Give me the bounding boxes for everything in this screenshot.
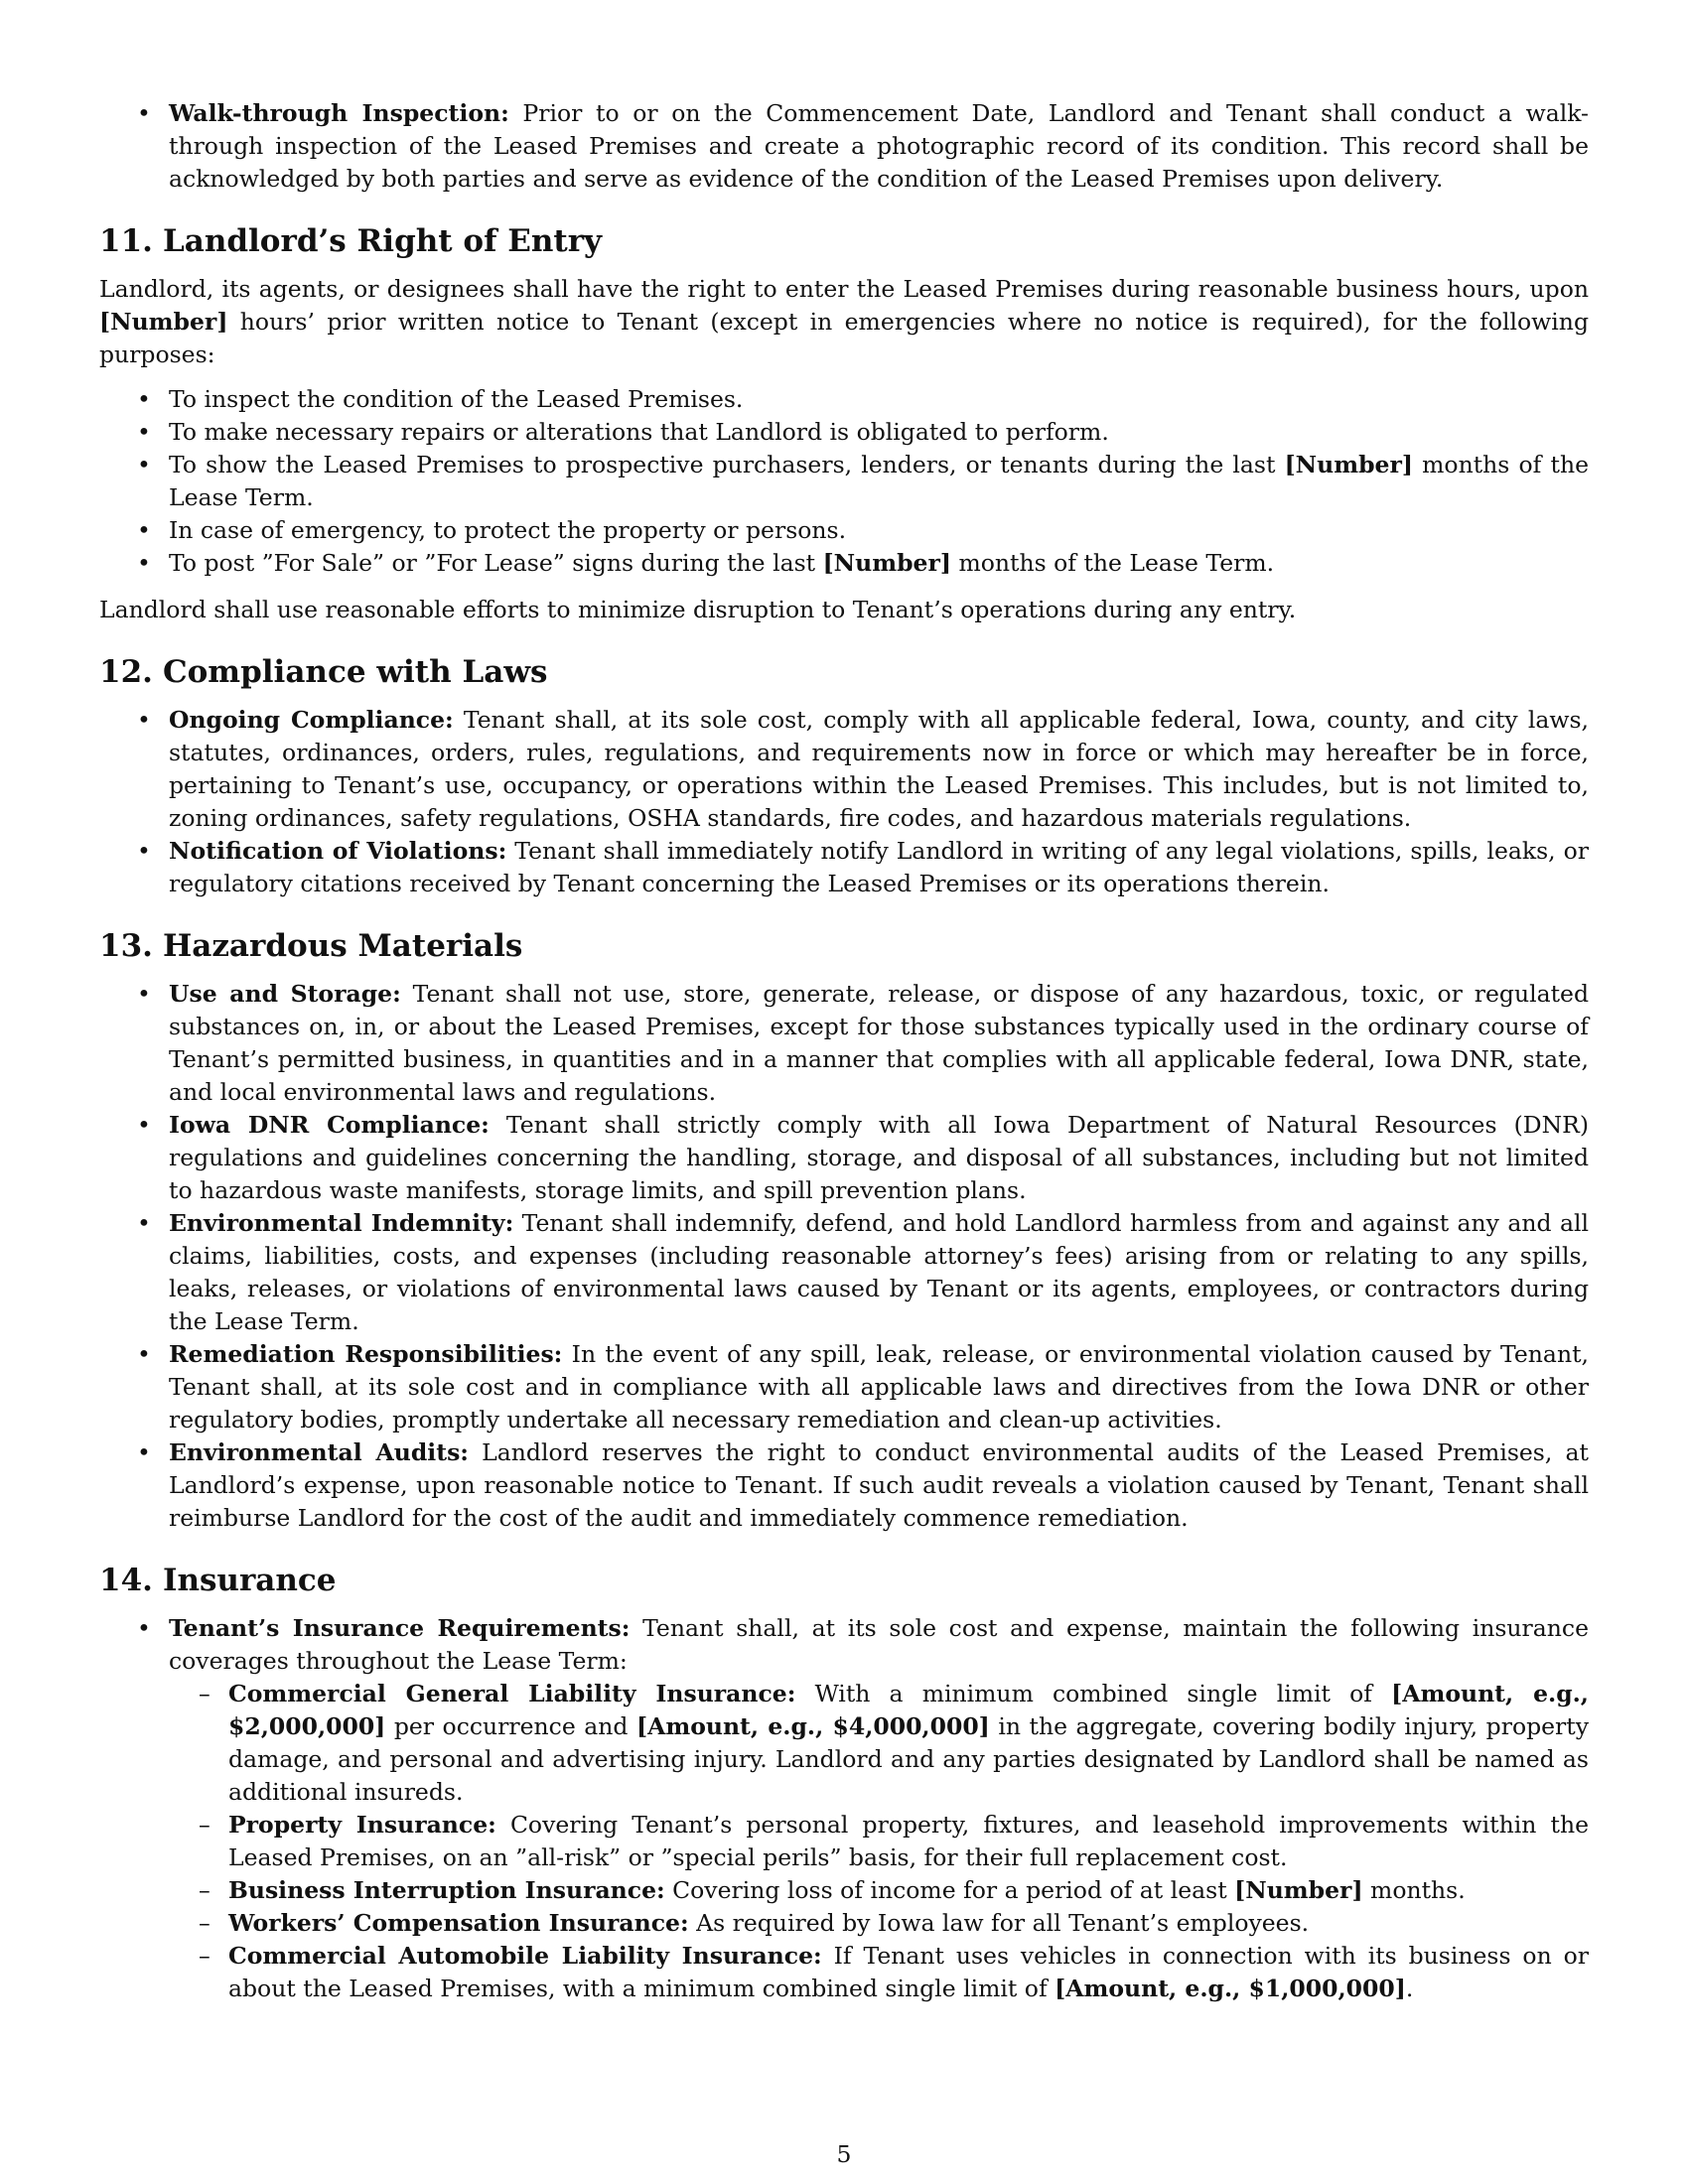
section-heading-12	[99, 652, 1589, 692]
section-number: 13.	[99, 928, 153, 964]
item-text: With a minimum combined single limit of	[795, 1680, 1392, 1707]
item-text: To inspect the condition of the Leased Premises.	[169, 385, 744, 413]
sublist-item	[99, 1678, 1589, 1809]
sublist-item	[99, 1809, 1589, 1874]
list-item	[99, 383, 1589, 416]
item-text: As required by Iowa law for all Tenant’s employees.	[688, 1909, 1310, 1937]
entry-purposes-list	[99, 383, 1589, 580]
item-label: Environmental Audits:	[169, 1438, 469, 1466]
item-label: Commercial Automobile Liability Insurance:	[228, 1942, 822, 1970]
list-item	[99, 1338, 1589, 1436]
placeholder-number: [Number]	[1234, 1876, 1363, 1904]
item-text: Tenant shall not use, store, generate, release, or dispose of any hazardous, toxic, or regulated substances on, in, or about the Leased Premises, except for those substances typically used in the ordinary course of Tenant’s permitted business, in quantities and in a manner that complies with all applicable federal, Iowa DNR, state, and local environmental laws and regulations.	[169, 980, 1589, 1106]
item-text: In case of emergency, to protect the property or persons.	[169, 516, 847, 544]
section-title: Hazardous Materials	[162, 928, 523, 964]
item-text: Tenant shall immediately notify Landlord in writing of any legal violations, spills, leaks, or regulatory citations received by Tenant concerning the Leased Premises or its operations therein.	[169, 837, 1589, 897]
list-item	[99, 449, 1589, 514]
placeholder-number: [Number]	[99, 308, 228, 336]
placeholder-amount: [Amount, e.g., $4,000,000]	[635, 1712, 990, 1740]
list-item	[99, 978, 1589, 1109]
section-11-paragraph	[99, 273, 1589, 371]
item-text: Tenant shall indemnify, defend, and hold Landlord harmless from and against any and all claims, liabilities, costs, and expenses (including reasonable attorney’s fees) arising from or relating to any spills, leaks, releases, or violations of environmental laws caused by Tenant or its agents, employees, or contractors during the Lease Term.	[169, 1209, 1589, 1335]
item-text: Tenant shall, at its sole cost and expense, maintain the following insurance coverages throughout the Lease Term:	[169, 1614, 1589, 1675]
item-label: Notification of Violations:	[169, 837, 507, 865]
list-item	[99, 1207, 1589, 1338]
item-text: To post ”For Sale” or ”For Lease” signs during the last	[169, 549, 823, 577]
item-label: Workers’ Compensation Insurance:	[228, 1909, 689, 1937]
list-item	[99, 835, 1589, 900]
item-text: Covering loss of income for a period of at least	[664, 1876, 1235, 1904]
sublist-item	[99, 1874, 1589, 1907]
placeholder-number: [Number]	[1284, 451, 1413, 478]
placeholder-amount: [Amount, e.g., $1,000,000]	[1055, 1975, 1406, 2002]
item-text: Landlord reserves the right to conduct environmental audits of the Leased Premises, at Landlord’s expense, upon reasonable notice to Tenant. If such audit reveals a violation caused by Tenant, Tenant shall reimburse Landlord for the cost of the audit and immediately commence remediation.	[169, 1438, 1589, 1532]
item-text: To make necessary repairs or alterations that Landlord is obligated to perform.	[169, 418, 1109, 446]
section-heading-14	[99, 1561, 1589, 1600]
item-text: Prior to or on the Commencement Date, Landlord and Tenant shall conduct a walk-through inspection of the Leased Premises and create a photographic record of its condition. This record shall be acknowledged by both parties and serve as evidence of the condition of the Leased Premises upon delivery.	[169, 99, 1589, 193]
item-label: Environmental Indemnity:	[169, 1209, 514, 1237]
section-11-closing: Landlord shall use reasonable efforts to minimize disruption to Tenant’s operations during any entry.	[99, 596, 1297, 623]
section-heading-13	[99, 926, 1589, 966]
sublist-item	[99, 1907, 1589, 1940]
list-item	[99, 97, 1589, 196]
section-number: 14.	[99, 1563, 153, 1598]
paragraph-text: hours’ prior written notice to Tenant (except in emergencies where no notice is required), for the following purposes:	[99, 308, 1589, 368]
item-text: per occurrence and	[385, 1712, 636, 1740]
insurance-sublist	[169, 1678, 1589, 2005]
paragraph-text: Landlord, its agents, or designees shall have the right to enter the Leased Premises during reasonable business hours, upon	[99, 275, 1589, 303]
list-item	[99, 1612, 1589, 2005]
item-label: Walk-through Inspection:	[169, 99, 509, 127]
item-label: Use and Storage:	[169, 980, 401, 1008]
item-label: Tenant’s Insurance Requirements:	[169, 1614, 631, 1642]
item-label: Ongoing Compliance:	[169, 706, 454, 734]
item-text: To show the Leased Premises to prospective purchasers, lenders, or tenants during the last	[169, 451, 1285, 478]
item-label: Remediation Responsibilities:	[169, 1340, 563, 1368]
section-number: 12.	[99, 654, 153, 690]
insurance-list	[99, 1612, 1589, 2005]
list-item	[99, 1436, 1589, 1535]
section-number: 11.	[99, 223, 153, 259]
section-title: Compliance with Laws	[162, 654, 548, 690]
item-label: Business Interruption Insurance:	[228, 1876, 665, 1904]
item-text: months of the Lease Term.	[951, 549, 1275, 577]
document-page	[99, 97, 1589, 2019]
item-text: months.	[1362, 1876, 1466, 1904]
list-item	[99, 704, 1589, 835]
section-title: Insurance	[162, 1563, 337, 1598]
item-label: Iowa DNR Compliance:	[169, 1111, 490, 1139]
item-text: In the event of any spill, leak, release, or environmental violation caused by Tenant, Tenant shall, at its sole cost and in compliance with all applicable laws and directives from the Iowa DNR or other regulatory bodies, promptly undertake all necessary remediation and clean-up activities.	[169, 1340, 1589, 1433]
list-item	[99, 416, 1589, 449]
hazardous-materials-list	[99, 978, 1589, 1535]
compliance-list	[99, 704, 1589, 900]
item-text: months of the Lease Term.	[169, 451, 1589, 511]
placeholder-number: [Number]	[822, 549, 951, 577]
section-title: Landlord’s Right of Entry	[162, 223, 603, 259]
list-item	[99, 514, 1589, 547]
item-text: If Tenant uses vehicles in connection with its business on or about the Leased Premises, with a minimum combined single limit of	[228, 1942, 1589, 2002]
item-text: .	[1405, 1975, 1414, 2002]
item-text: in the aggregate, covering bodily injury, property damage, and personal and advertising injury. Landlord and any parties designated by Landlord shall be named as additional insureds.	[228, 1712, 1589, 1806]
intro-list	[99, 97, 1589, 196]
page-number: 5	[836, 2140, 852, 2168]
list-item	[99, 1109, 1589, 1207]
sublist-item	[99, 1940, 1589, 2005]
placeholder-amount: [Amount, e.g., $2,000,000]	[228, 1680, 1589, 1740]
item-label: Property Insurance:	[228, 1811, 496, 1839]
item-text: Covering Tenant’s personal property, fixtures, and leasehold improvements within the Leased Premises, on an ”all-risk” or ”special perils” basis, for their full replacement cost.	[228, 1811, 1589, 1871]
item-text: Tenant shall, at its sole cost, comply with all applicable federal, Iowa, county, and city laws, statutes, ordinances, orders, rules, regulations, and requirements now in force or which may hereafter be in force, pertaining to Tenant’s use, occupancy, or operations within the Leased Premises. This includes, but is not limited to, zoning ordinances, safety regulations, OSHA standards, fire codes, and hazardous materials regulations.	[169, 706, 1589, 832]
section-heading-11	[99, 221, 1589, 261]
item-text: Tenant shall strictly comply with all Iowa Department of Natural Resources (DNR) regulations and guidelines concerning the handling, storage, and disposal of all substances, including but not limited to hazardous waste manifests, storage limits, and spill prevention plans.	[169, 1111, 1590, 1204]
item-label: Commercial General Liability Insurance:	[228, 1680, 796, 1707]
list-item	[99, 547, 1589, 580]
